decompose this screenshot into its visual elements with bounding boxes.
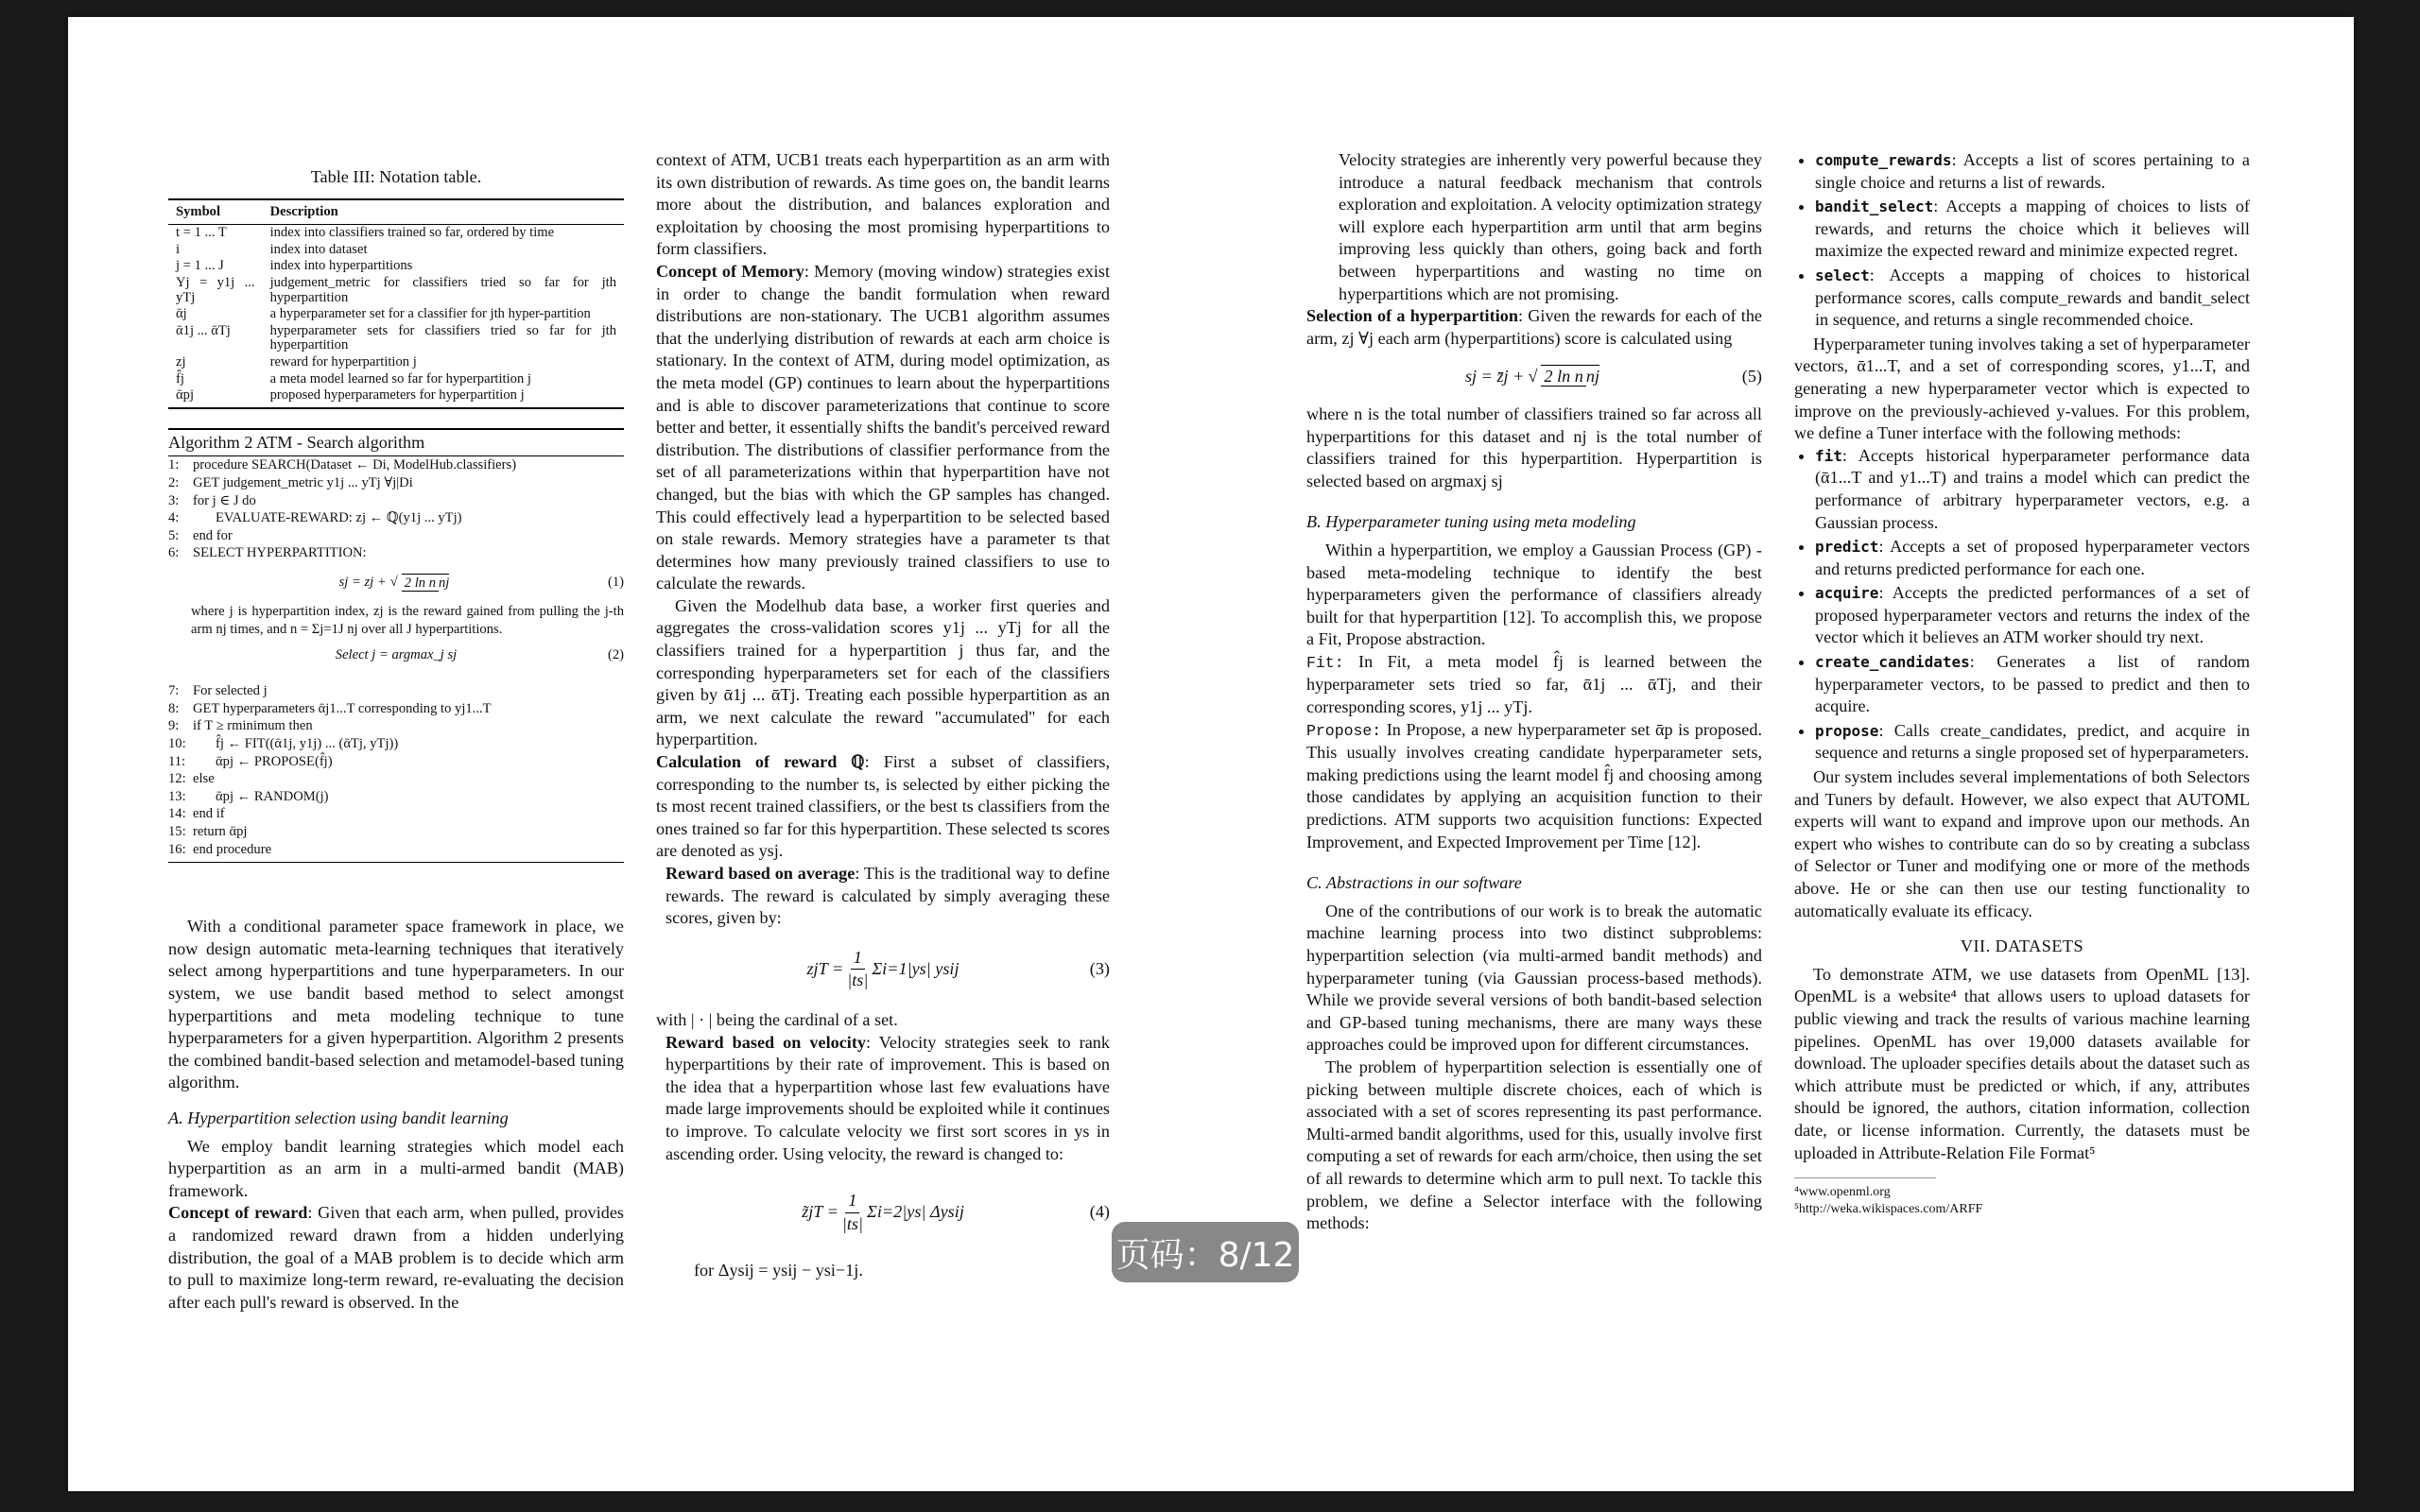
algo-line-number: 12: <box>168 771 186 787</box>
method-description: : Accepts a set of proposed hyperparameter vectors and returns predicted performance for each one. <box>1815 537 2250 578</box>
algo-line <box>168 788 624 806</box>
algo-line-text: end procedure <box>193 841 272 857</box>
method-description: : Accepts historical hyperparameter performance data (ᾱ1...T and y1...T) and trains a model which can predict the performance of arbitrary hyperparameter vectors, e.g. a Gaussian process. <box>1815 445 2250 532</box>
paragraph: To demonstrate ATM, we use datasets from OpenML [13]. OpenML is a website⁴ that allows users to upload datasets for public viewing and track the results of various machine learning pipelines. OpenML has over 19,000 datasets available for download. The uploader specifies details about the dataset such as which attribute must be predicted or which, if any, attributes should be ignored, the authors, citation information, collection date, or license information. Currently, the datasets must be uploaded in Attribute-Relation File Format⁵ <box>1794 964 2250 1162</box>
algo-line-text: procedure SEARCH(Dataset ← Di, ModelHub.classifiers) <box>193 457 517 473</box>
eq3-fraction <box>847 947 868 992</box>
algo-line <box>168 717 624 735</box>
description-cell: hyperparameter sets for classifiers tried so far for jth hyperpartition <box>269 322 616 353</box>
footnotes <box>1794 1177 1983 1218</box>
eq5-sqrt <box>1541 365 1599 388</box>
description-cell: a meta model learned so far for hyperpartition j <box>269 370 531 387</box>
list-item <box>1815 265 2250 332</box>
eq5-lhs: sj = z̄j + <box>1464 366 1525 386</box>
method-name: propose <box>1815 721 1879 740</box>
paragraph <box>1306 305 1762 350</box>
table-header-symbol: Symbol <box>168 199 263 225</box>
table-row <box>168 306 624 323</box>
algo-line-text: ᾱpj ← RANDOM(j) <box>216 788 329 804</box>
description-cell: index into classifiers trained so far, ordered by time <box>269 225 555 241</box>
page-indicator-badge: 页码：8/12 <box>1112 1222 1299 1282</box>
algo-line-text: for j ∈ J do <box>193 492 256 508</box>
equation-2 <box>168 646 624 664</box>
paragraph-text: : First a subset of classifiers, corresponding to the number ts, is selected by either picking the ts most recent trained classifiers, or the best ts classifiers from the ones trained so far for this hyperpartition. These selected ts scores are denoted as ysj. <box>656 752 1111 861</box>
algo-line <box>168 823 624 841</box>
algo-line-number: 3: <box>168 492 180 508</box>
table-row <box>168 225 624 242</box>
algo-line-number: 6: <box>168 545 180 561</box>
eq4-number: (4) <box>1089 1202 1110 1222</box>
eq1-denominator: nj <box>439 575 450 591</box>
algo-line-text: else <box>193 771 215 787</box>
algo-line <box>168 753 624 771</box>
tuner-methods-list <box>1794 445 2250 765</box>
column-3 <box>1306 149 1762 1235</box>
list-item <box>1815 720 2250 765</box>
description-cell: reward for hyperpartition j <box>269 353 417 369</box>
table-header-description: Description <box>263 199 624 225</box>
paragraph: Hyperparameter tuning involves taking a set of hyperparameter vectors, ᾱ1...T, and a set of corresponding scores, y1...T, and generating a new hyperparameter vector which is expected to improve on the previously-achieved y-values. For this problem, we define a Tuner interface with the following methods: <box>1794 334 2250 443</box>
list-item <box>1815 651 2250 718</box>
section-heading-c: C. Abstractions in our software <box>1306 873 1522 893</box>
algo-line-number: 8: <box>168 700 180 716</box>
eq3-sum: Σi=1|ys| ysij <box>872 959 959 979</box>
method-name: bandit_select <box>1815 198 1934 216</box>
description-cell: judgement_metric for classifiers tried so far for jth hyperpartition <box>269 274 616 305</box>
algo-line-number: 9: <box>168 718 180 734</box>
algo-line-text: return ᾱpj <box>193 824 248 839</box>
equation-1: sj = zj + √ 2 ln n nj (1) <box>338 575 624 591</box>
eq4-fraction <box>842 1190 863 1235</box>
paragraph <box>656 751 1110 863</box>
algo-line-text: For selected j <box>193 683 268 699</box>
method-name: predict <box>1815 538 1879 557</box>
run-in-heading: Fit: <box>1306 653 1344 672</box>
run-in-heading: Reward based on average <box>666 864 856 883</box>
method-description: : Generates a list of random hyperparameter vectors, to be passed to predict and then to acquire. <box>1815 652 2250 716</box>
eq1-numerator: 2 ln n <box>402 576 439 592</box>
list-item <box>1815 582 2250 649</box>
algorithm-box <box>168 428 624 863</box>
algo-line-number: 1: <box>168 457 180 473</box>
paragraph: for Δysij = ysij − ysi−1j. <box>694 1261 863 1280</box>
paragraph-text: : This is the traditional way to define rewards. The reward is calculated by simply averaging these scores, given by: <box>666 864 1110 928</box>
algo-line-number: 5: <box>168 527 180 543</box>
section-heading-a: A. Hyperpartition selection using bandit learning <box>168 1108 509 1127</box>
paragraph: Our system includes several implementations of both Selectors and Tuners by default. However, we also expect that AUTOML experts will want to expand and improve upon our methods. An expert who wishes to contribute can do so by creating a subclass of Selector or Tuner and modifying one or more of the methods above. He or she can then use our testing functionality to automatically evaluate its efficacy. <box>1794 767 2250 920</box>
method-name: acquire <box>1815 584 1879 603</box>
paragraph <box>1306 719 1762 854</box>
eq4-numerator: 1 <box>845 1190 859 1213</box>
method-description: : Accepts a list of scores pertaining to a single choice and returns a list of rewards. <box>1815 150 2250 192</box>
algorithm-body <box>168 456 624 863</box>
symbol-cell: f̂j <box>176 370 184 387</box>
paragraph <box>1306 651 1762 719</box>
algo-line-text: ᾱpj ← PROPOSE(f̂j) <box>216 753 333 769</box>
algo-line-text: end for <box>193 527 233 543</box>
paragraph: Given the Modelhub data base, a worker first queries and aggregates the cross-validation scores y1j ... yTj for all the classifiers trained for a hyperpartition j thus far, and the corresponding hyperparameters set for each of the classifiers given by ᾱ1j ... ᾱTj. Treating each possible hyperpartition as an arm, we next calculate the reward "accumulated" for each hyperpartition. <box>656 595 1110 749</box>
eq4-sum: Σi=2|ys| Δysij <box>867 1202 964 1222</box>
eq5-denominator: nj <box>1585 367 1600 387</box>
algo-line-number: 15: <box>168 824 186 839</box>
algo-line <box>168 805 624 823</box>
paragraph: where n is the total number of classifiers trained so far across all hyperpartitions for this dataset and nj is the total number of classifiers trained for this hyperpartition. Hyperpartition is selected based on argmaxj sj <box>1306 404 1762 490</box>
algo-line <box>168 841 624 864</box>
algorithm-title: Algorithm 2 ATM - Search algorithm <box>168 430 624 457</box>
table-caption: Table III: Notation table. <box>310 167 482 186</box>
run-in-heading: Concept of reward <box>168 1203 308 1223</box>
algo-line <box>168 770 624 788</box>
equation-5: sj = z̄j + √ 2 ln n nj (5) <box>1306 365 1762 388</box>
algo-line-number: 11: <box>168 753 186 769</box>
paragraph-text: : Given that each arm, when pulled, provides a randomized reward drawn from a hidden underlying distribution, the goal of a MAB problem is to decide which arm to pull to maximize long-term reward, re-evaluating the decision after each pull's reward is observed. In the <box>168 1203 625 1312</box>
algo-line-text: SELECT HYPERPARTITION: <box>193 545 367 561</box>
run-in-heading: Concept of Memory <box>656 261 804 281</box>
description-cell: index into dataset <box>269 241 368 257</box>
method-name: fit <box>1815 446 1842 465</box>
algo-line <box>168 735 624 753</box>
paragraph <box>656 1032 1110 1166</box>
description-cell: index into hyperpartitions <box>269 258 413 274</box>
table-row <box>168 354 624 371</box>
algo-line-text: end if <box>193 806 225 822</box>
method-description: : Accepts a mapping of choices to lists of rewards, and returns the choice which it believes will maximize the expected reward and minimize expected regret. <box>1815 197 2250 261</box>
algo-line-number: 14: <box>168 806 186 822</box>
symbol-cell: i <box>176 241 181 257</box>
algo-line-number: 2: <box>168 474 180 490</box>
table-row <box>168 258 624 275</box>
eq3-denominator: |ts| <box>847 971 869 990</box>
column-4 <box>1794 149 2250 1218</box>
equation-3 <box>656 947 1110 992</box>
algo-line-text: if T ≥ rminimum then <box>193 718 313 734</box>
paragraph-text: : Memory (moving window) strategies exist in order to change the bandit formulation when reward distributions are non-stationary. The UCB1 algorithm assumes that the underlying distribution of rewards at each arm choice is stationary. In the context of ATM, during model optimization, as the meta model (GP) continues to learn about the hyperpartitions and is able to discover parameterizations that continue to score better and better, it essentially shifts the bandit's perceived reward distribution. The distributions of classifier performance from the set of all parameterizations within that hyperpartition have not changed, but the bias with which the GP samples has changed. This could effectively lead a hyperpartition to be selected based on stale rewards. Memory strategies have a parameter ts that determines how many previously trained classifiers to use to calculate the rewards. <box>656 261 1111 593</box>
eq4-denominator: |ts| <box>841 1213 864 1233</box>
paragraph-text: In Propose, a new hyperparameter set ᾱp is proposed. This usually involves creating candidate hyperparameter sets, making predictions using the learnt model f̂j and choosing among those candidates by applying an acquisition function to their predictions. ATM supports two acquisition functions: Expected Improvement, and Expected Improvement per Time [12]. <box>1306 719 1762 851</box>
eq2-text: Select j = argmax_j sj <box>335 646 458 662</box>
symbol-cell: ᾱj <box>176 306 187 322</box>
paragraph: context of ATM, UCB1 treats each hyperpartition as an arm with its own distribution of rewards. As time goes on, the bandit learns more about the distribution, and balances exploration and exploitation by choosing the most promising hyperpartitions to form classifiers. <box>656 150 1110 259</box>
algo-line-text: EVALUATE-REWARD: zj ← ℚ(y1j ... yTj) <box>216 510 462 526</box>
paragraph: One of the contributions of our work is to break the automatic machine learning process into two distinct subproblems: hyperpartition selection (via multi-armed bandit methods) and hyperparameter tuning (via Gaussian process-based methods). While we provide several versions of both bandit-based selection and GP-based tuning mechanisms, there are many ways these approaches could be improved upon for different circumstances. <box>1306 901 1762 1055</box>
paragraph-text: : Velocity strategies seek to rank hyperpartitions by their rate of improvement. This is based on the idea that a hyperpartition whose last few evaluations have made large improvements should be exploited while it continues to improve. To calculate velocity we first sort scores in ys in ascending order. Using velocity, the reward is changed to: <box>666 1032 1110 1163</box>
column-2 <box>656 149 1110 1282</box>
algo-line <box>168 456 624 474</box>
algo-line <box>168 527 624 545</box>
eq1-number: (1) <box>607 575 624 591</box>
method-description: : Accepts a mapping of choices to historical performance scores, calls compute_rewards and bandit_select in sequence, and returns a single recommended choice. <box>1815 265 2250 330</box>
algo-line-text: GET hyperparameters ᾱj1...T corresponding to yj1...T <box>193 700 492 716</box>
list-item <box>1815 536 2250 580</box>
section-heading-datasets: VII. DATASETS <box>1960 936 2084 956</box>
description-cell: proposed hyperparameters for hyperpartition j <box>263 387 624 408</box>
run-in-heading: Calculation of reward ℚ <box>656 752 865 772</box>
paragraph: With a conditional parameter space framework in place, we now design automatic meta-learning techniques that iteratively select among hyperpartitions and tune hyperparameters. In our system, we use bandit based method to select amongst hyperpartitions and meta modeling technique to tune hyperparameters for a given hyperpartition. Algorithm 2 presents the combined bandit-based selection and metamodel-based tuning algorithm. <box>168 917 624 1092</box>
table-row <box>168 323 624 354</box>
algo-line-number: 13: <box>168 788 186 804</box>
symbol-cell: j = 1 ... J <box>176 258 224 274</box>
table-row <box>168 242 624 259</box>
algo-line <box>168 492 624 510</box>
run-in-heading: Reward based on velocity <box>666 1032 867 1052</box>
eq5-numerator: 2 ln n <box>1541 367 1585 387</box>
eq1-lhs: sj = zj + <box>338 575 387 591</box>
symbol-cell: zj <box>176 353 186 369</box>
method-name: select <box>1815 266 1870 284</box>
list-item <box>1815 445 2250 534</box>
section-heading-b: B. Hyperparameter tuning using meta modeling <box>1306 512 1636 532</box>
algo-line-number: 16: <box>168 841 186 857</box>
table-row <box>168 387 624 408</box>
method-description: : Calls create_candidates, predict, and acquire in sequence and returns a single proposed set of hyperparameters. <box>1815 720 2250 763</box>
algo-line <box>168 509 624 527</box>
footnote-4: ⁴www.openml.org <box>1794 1185 1891 1200</box>
run-in-heading: Propose: <box>1306 721 1382 740</box>
paragraph: Within a hyperpartition, we employ a Gaussian Process (GP) -based meta-modeling technique to identify the best hyperparameters given the performance of classifiers already built for that hyperpartition [12]. To accomplish this, we propose a Fit, Propose abstraction. <box>1306 540 1762 649</box>
algo-line-number: 10: <box>168 736 186 752</box>
paragraph: The problem of hyperpartition selection is essentially one of picking between multiple discrete choices, each of which is associated with a set of scores representing its past performance. Multi-armed bandit algorithms, used for this, usually involve first computing a set of rewards for each arm/choice, then using the set of all rewards to determine which arm to pull next. To tackle this problem, we define a Selector interface with the following methods: <box>1306 1057 1762 1233</box>
paragraph <box>656 863 1110 930</box>
method-name: compute_rewards <box>1815 151 1952 169</box>
eq1-sqrt <box>402 574 450 593</box>
eq3-numerator: 1 <box>851 947 865 971</box>
algo-line <box>168 544 624 562</box>
paragraph-text: : Given the rewards for each of the arm, zj ∀j each arm (hyperpartitions) score is calculated using <box>1306 306 1762 348</box>
notation-table <box>168 198 624 409</box>
algo-line-text: GET judgement_metric y1j ... yTj ∀j|Di <box>193 474 413 490</box>
list-item <box>1815 196 2250 263</box>
selector-methods-list <box>1794 149 2250 332</box>
paragraph: Velocity strategies are inherently very powerful because they introduce a natural feedback mechanism that controls exploration and exploitation. A velocity optimization strategy will explore each hyperpartition arm until that arm begins improving less quickly than others, going back and forth between hyperpartitions and wasting no time on hyperpartitions which are not promising. <box>1339 150 1762 303</box>
table-row <box>168 275 624 306</box>
footnote-5: ⁵http://weka.wikispaces.com/ARFF <box>1794 1202 1983 1217</box>
algo-line-text: f̂j ← FIT((ᾱ1j, y1j) ... (ᾱTj, yTj)) <box>216 736 399 752</box>
algo-line <box>168 682 624 700</box>
table-row <box>168 371 624 388</box>
eq4-lhs: z̃jT = <box>802 1202 838 1222</box>
description-cell: a hyperparameter set for a classifier for jth hyper-partition <box>269 306 591 322</box>
algo-line-number: 4: <box>168 510 180 526</box>
algo-where-text: where j is hyperpartition index, zj is the reward gained from pulling the j-th arm nj times, and n = Σj=1J nj over all J hyperpartitions. <box>191 604 624 638</box>
equation-4 <box>656 1190 1110 1235</box>
eq3-lhs: zjT = <box>806 959 844 979</box>
algo-line <box>168 700 624 718</box>
symbol-cell: t = 1 ... T <box>176 225 227 241</box>
run-in-heading: Selection of a hyperpartition <box>1306 306 1518 326</box>
method-description: : Accepts the predicted performances of a set of proposed hyperparameter vectors and returns the index of the vector which it believes an ATM worker should try next. <box>1815 583 2250 647</box>
eq2-number: (2) <box>607 646 624 662</box>
paragraph <box>168 1202 624 1314</box>
paragraph <box>656 261 1110 595</box>
algo-line <box>168 474 624 492</box>
paragraph: with | · | being the cardinal of a set. <box>656 1009 898 1029</box>
symbol-cell: Yj = y1j ... yTj <box>176 274 255 305</box>
method-name: create_candidates <box>1815 653 1970 672</box>
symbol-cell: ᾱ1j ... ᾱTj <box>176 322 231 338</box>
eq5-number: (5) <box>1741 366 1762 386</box>
symbol-cell: ᾱpj <box>168 387 263 408</box>
algo-line-number: 7: <box>168 683 180 699</box>
column-1 <box>168 149 624 1314</box>
list-item <box>1815 149 2250 194</box>
paragraph-text: In Fit, a meta model f̂j is learned between the hyperparameter sets tried so far, ᾱ1j ... ᾱTj, and their corresponding scores, y1j ... yTj. <box>1306 651 1762 717</box>
paragraph: We employ bandit learning strategies which model each hyperpartition as an arm in a multi-armed bandit (MAB) framework. <box>168 1136 624 1200</box>
eq3-number: (3) <box>1089 959 1110 979</box>
